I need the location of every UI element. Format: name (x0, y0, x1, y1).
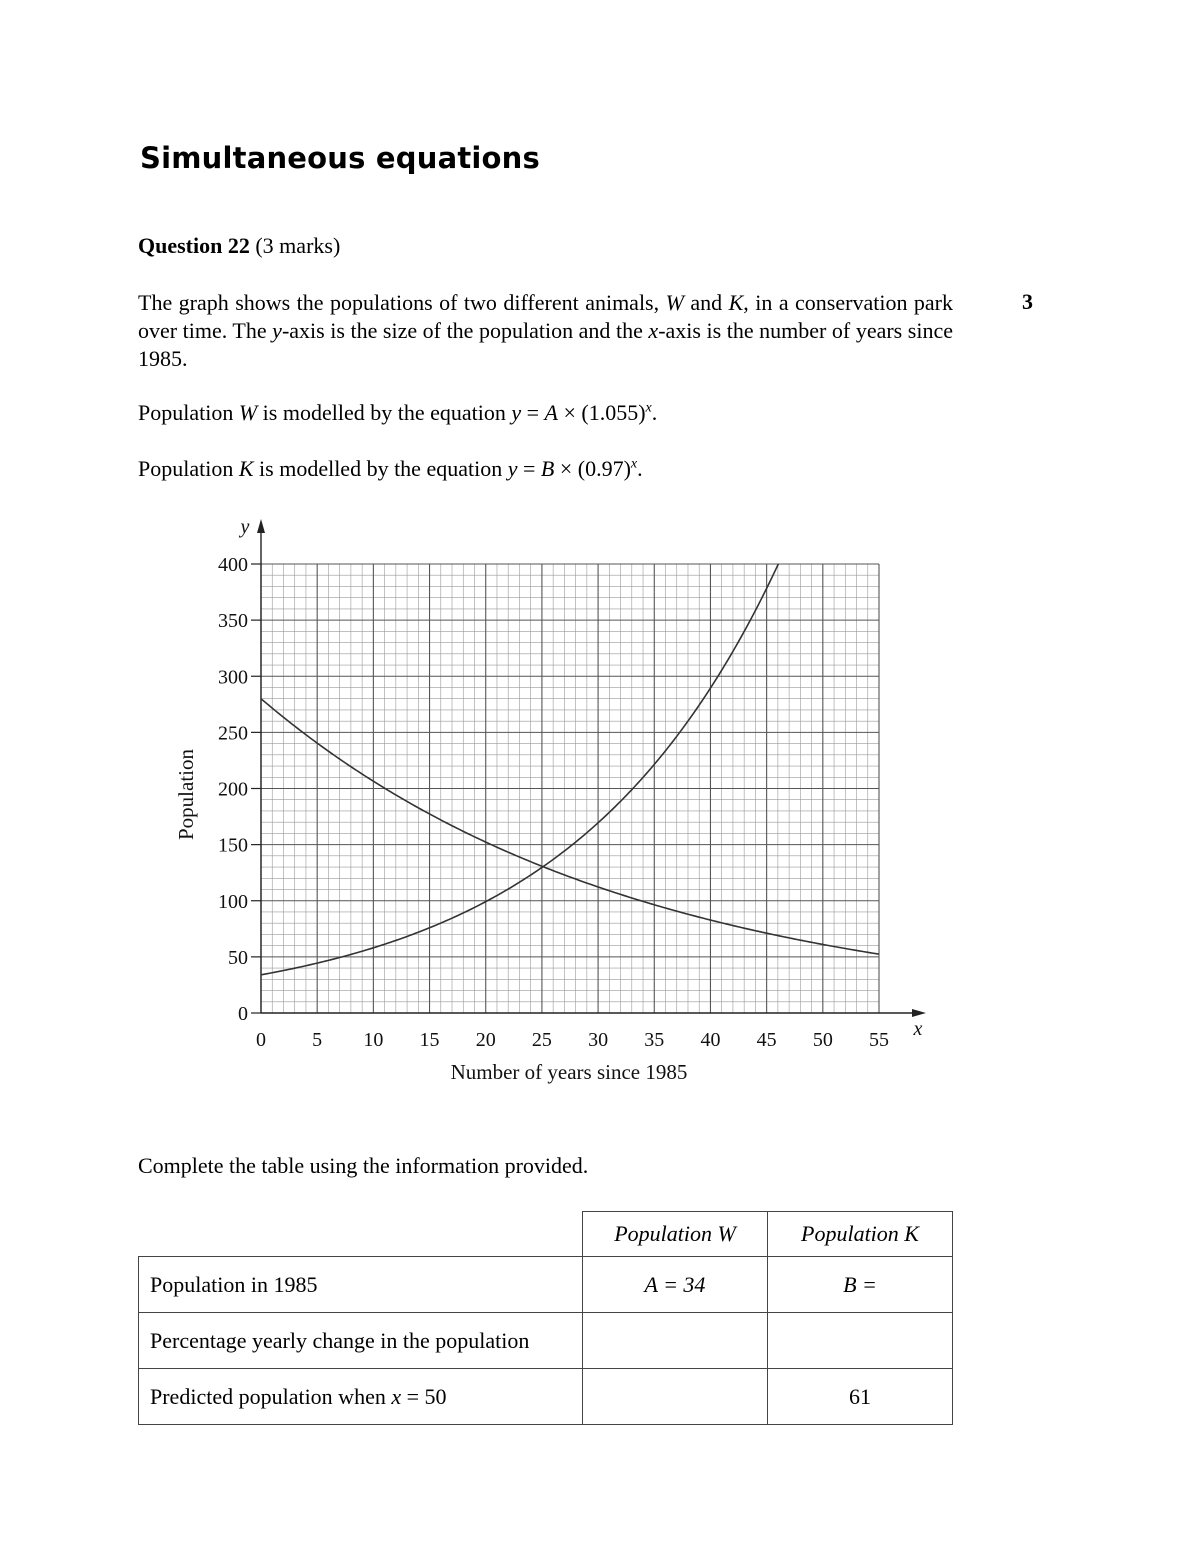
y-axis-letter: y (240, 516, 250, 538)
body-text: -axis is the size of the population and the (281, 318, 649, 343)
x-tick-label: 0 (256, 1029, 266, 1051)
x-tick-label: 5 (312, 1029, 323, 1051)
question-body (138, 289, 953, 373)
body-text: -axis is the number of years since 1985. (138, 318, 953, 371)
x-tick-label: 45 (756, 1029, 777, 1051)
tick-marks (251, 564, 261, 1013)
y-tick-label: 0 (238, 1003, 248, 1025)
axes (257, 519, 926, 1017)
header-population-w: Population W (583, 1212, 768, 1257)
y-tick-label: 100 (218, 890, 248, 913)
body-text: and (683, 290, 729, 315)
body-var-y: y (272, 318, 282, 343)
x-axis-letter: x (913, 1018, 923, 1040)
body-var-x: x (648, 318, 659, 343)
table-row (139, 1369, 953, 1425)
table-corner (139, 1212, 583, 1257)
x-tick-label: 50 (812, 1029, 833, 1051)
y-tick-label: 350 (218, 610, 248, 633)
cell-w-1985[interactable]: A = 34 (583, 1257, 768, 1313)
x-tick-label: 40 (700, 1029, 721, 1051)
question-number: Question 22 (138, 233, 250, 258)
x-tick-label: 55 (869, 1029, 889, 1051)
table-row (139, 1313, 953, 1369)
body-var-k: K (728, 290, 744, 315)
table-row (139, 1257, 953, 1313)
x-tick-label: 10 (363, 1029, 384, 1051)
row-label: Percentage yearly change in the population (139, 1313, 583, 1369)
row-label (139, 1369, 583, 1425)
x-tick-label: 25 (531, 1029, 552, 1051)
y-tick-label: 50 (228, 946, 248, 969)
x-tick-label: 20 (475, 1029, 496, 1051)
row-label-text: Predicted population when x = 50 (150, 1383, 447, 1409)
x-tick-label: 15 (419, 1029, 440, 1051)
y-tick-label: 300 (218, 666, 248, 689)
cell-k-predicted[interactable]: 61 (768, 1369, 953, 1425)
y-tick-label: 150 (218, 834, 248, 857)
y-tick-label: 250 (218, 722, 248, 745)
series-layer (261, 564, 879, 975)
equation-w: Population W is modelled by the equation $y = A \times (1.055)^x$. (138, 400, 658, 425)
section-title: Simultaneous equations (140, 141, 540, 175)
cell-w-percentage[interactable] (583, 1313, 768, 1369)
y-tick-label: 400 (218, 554, 248, 576)
header-population-k: Population K (768, 1212, 953, 1257)
x-tick-label: 30 (588, 1029, 609, 1051)
x-tick-label: 35 (644, 1029, 665, 1051)
question-marks: (3 marks) (255, 233, 341, 258)
cell-w-predicted[interactable] (583, 1369, 768, 1425)
y-tick-label: 200 (218, 778, 248, 801)
body-text: The graph shows the populations of two different animals, (138, 290, 666, 315)
question-heading (138, 233, 340, 259)
cell-k-percentage[interactable] (768, 1313, 953, 1369)
x-axis-arrow (912, 1009, 926, 1017)
marks-margin: 3 (1022, 289, 1033, 314)
table-header-row (139, 1212, 953, 1257)
y-axis-title: Population (174, 748, 198, 841)
population-chart (160, 505, 960, 1095)
answer-table (138, 1211, 953, 1425)
series-line-k (261, 699, 879, 954)
body-text: , in a conservation park over time. The (138, 290, 953, 343)
row-label: Population in 1985 (139, 1257, 583, 1313)
y-axis-arrow (257, 519, 265, 533)
x-axis-title: Number of years since 1985 (450, 1060, 688, 1084)
equation-k: Population K is modelled by the equation $y = B \times (0.97)^x$. (138, 456, 643, 481)
body-var-w: W (665, 290, 684, 315)
cell-k-1985[interactable]: B = (768, 1257, 953, 1313)
table-instruction: Complete the table using the information provided. (138, 1153, 589, 1178)
